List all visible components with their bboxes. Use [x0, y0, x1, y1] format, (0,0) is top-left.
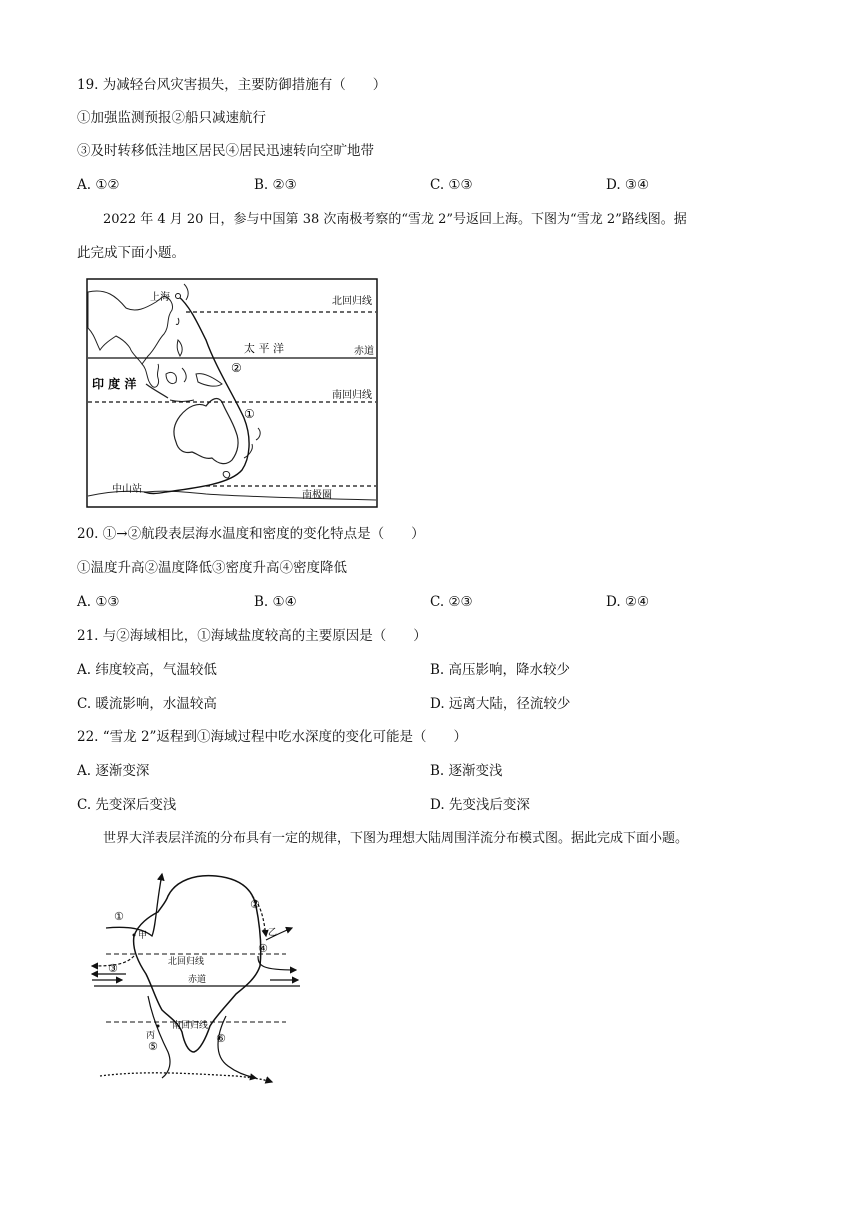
q20-option-a[interactable]: A. ①③	[77, 594, 120, 610]
label-equator-2: 赤道	[188, 975, 207, 985]
label-tropic-capricorn-2: 南回归线	[172, 1021, 209, 1031]
label-tropic-capricorn: 南回归线	[332, 390, 372, 401]
label-indian: 印 度 洋	[92, 377, 137, 391]
q22-option-b[interactable]: B. 逐渐变浅	[430, 763, 503, 779]
q20-stem: 20. ①→②航段表层海水温度和密度的变化特点是（ ）	[77, 526, 425, 542]
marker-c5: ⑤	[148, 1040, 158, 1053]
q21-option-c[interactable]: C. 暖流影响，水温较高	[77, 696, 217, 712]
label-antarctic-circle: 南极圈	[302, 490, 332, 501]
q19-option-a[interactable]: A. ①②	[77, 177, 120, 193]
passage1-line2: 此完成下面小题。	[77, 245, 185, 261]
label-jia: 甲	[138, 931, 148, 941]
q19-line1: ①加强监测预报②船只减速航行	[77, 110, 266, 126]
q20-line1: ①温度升高②温度降低③密度升高④密度降低	[77, 560, 347, 576]
q20-option-b[interactable]: B. ①④	[254, 594, 297, 610]
q22-option-d[interactable]: D. 先变浅后变深	[430, 797, 530, 813]
passage2-line1: 世界大洋表层洋流的分布具有一定的规律，下图为理想大陆周围洋流分布模式图。据此完成下面小题。	[103, 831, 689, 846]
q21-option-d[interactable]: D. 远离大陆，径流较少	[430, 696, 571, 712]
label-tropic-cancer: 北回归线	[332, 296, 372, 307]
passage1-line1: 2022 年 4 月 20 日，参与中国第 38 次南极考察的“雪龙 2”号返回上海。下图为“雪龙 2”路线图。据	[103, 212, 687, 227]
label-yi: 乙	[268, 928, 278, 938]
marker-c3: ③	[108, 962, 118, 975]
marker-1: ①	[244, 407, 255, 421]
q19-option-c[interactable]: C. ①③	[430, 177, 473, 193]
q19-option-b[interactable]: B. ②③	[254, 177, 297, 193]
q22-stem: 22. “雪龙 2”返程到①海域过程中吃水深度的变化可能是（ ）	[77, 729, 467, 745]
marker-c4: ④	[258, 942, 268, 955]
q19-stem: 19. 为减轻台风灾害损失，主要防御措施有（ ）	[77, 77, 387, 93]
q22-option-a[interactable]: A. 逐渐变深	[77, 763, 150, 779]
q20-option-c[interactable]: C. ②③	[430, 594, 473, 610]
q21-stem: 21. 与②海域相比，①海域盐度较高的主要原因是（ ）	[77, 628, 427, 644]
route-map	[86, 278, 378, 508]
label-pacific: 太 平 洋	[244, 342, 284, 355]
q19-line2: ③及时转移低洼地区居民④居民迅速转向空旷地带	[77, 143, 374, 159]
label-shanghai: 上海	[150, 292, 170, 303]
q19-option-d[interactable]: D. ③④	[606, 177, 650, 193]
marker-c2: ②	[250, 898, 260, 911]
label-equator: 赤道	[354, 346, 374, 357]
q21-option-a[interactable]: A. 纬度较高，气温较低	[77, 662, 217, 678]
q20-option-d[interactable]: D. ②④	[606, 594, 650, 610]
ocean-current-map	[86, 866, 306, 1088]
marker-c6: ⑥	[216, 1032, 226, 1045]
marker-2: ②	[231, 361, 242, 375]
q21-option-b[interactable]: B. 高压影响，降水较少	[430, 662, 571, 678]
label-tropic-cancer-2: 北回归线	[168, 957, 205, 967]
label-bing: 丙	[146, 1031, 156, 1041]
q22-option-c[interactable]: C. 先变深后变浅	[77, 797, 177, 813]
marker-c1: ①	[114, 910, 124, 923]
label-zhongshan: 中山站	[112, 484, 142, 495]
